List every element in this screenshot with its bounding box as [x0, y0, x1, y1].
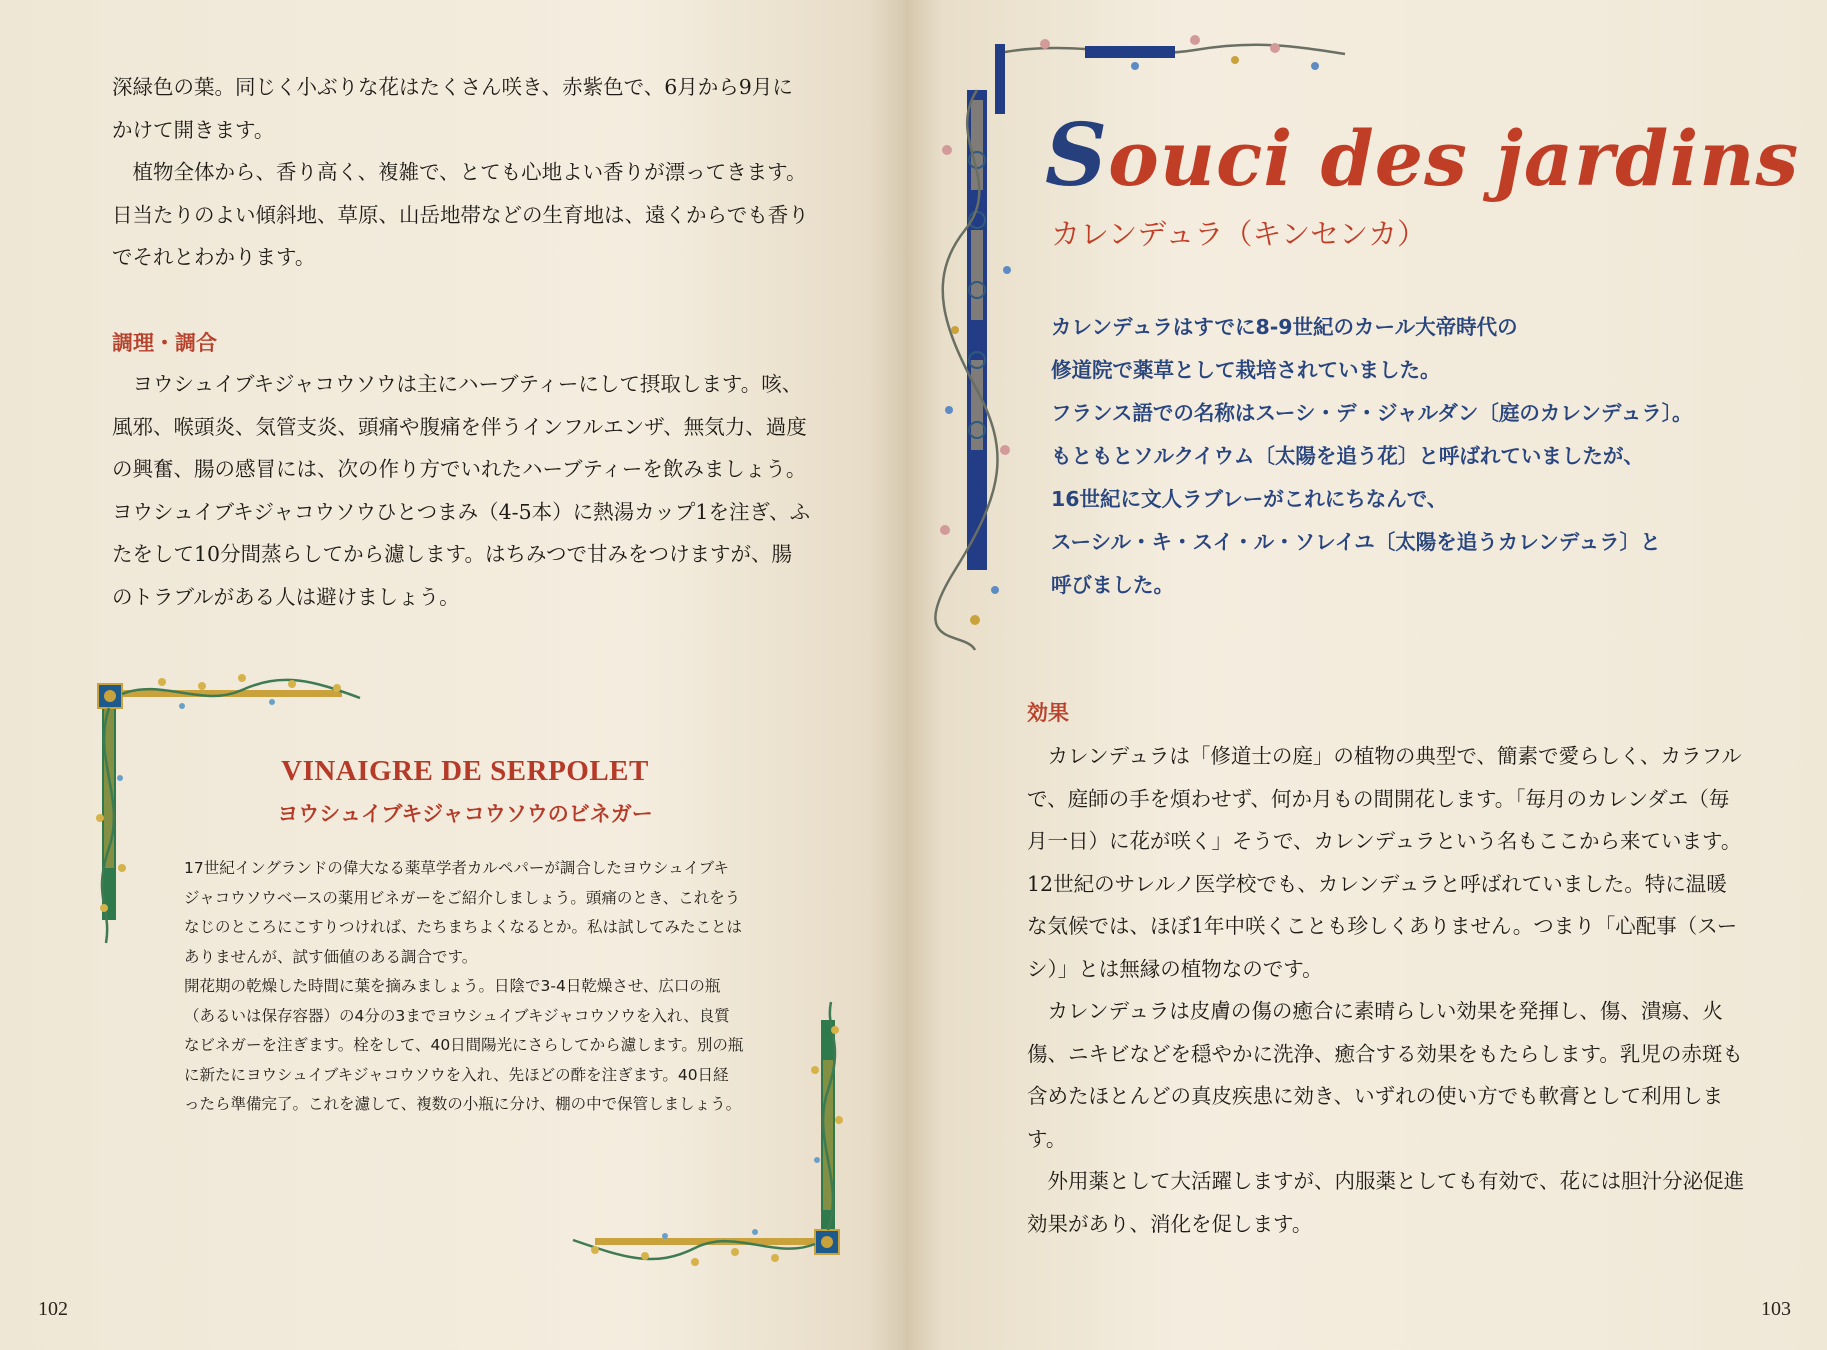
title-initial: S: [1045, 105, 1109, 206]
left-intro-text: [112, 66, 812, 279]
right-paragraph: 外用薬として大活躍しますが、内服薬としても有効で、花には胆汁分泌促進効果があり、消化を促します。: [1027, 1169, 1745, 1236]
intro-line: スーシル・キ・スイ・ル・ソレイユ〔太陽を追うカレンデュラ〕と: [1051, 530, 1661, 554]
right-page: [905, 0, 1827, 1350]
page-number-left: 102: [38, 1298, 68, 1320]
page-number-right: 103: [1761, 1298, 1791, 1320]
left-paragraph: 植物全体から、香り高く、複雑で、とても心地よい香りが漂ってきます。日当たりのよい傾斜地、草原、山岳地帯などの生育地は、遠くからでも香りでそれとわかります。: [112, 160, 809, 269]
intro-line: 16世紀に文人ラブレーがこれにちなんで、: [1051, 487, 1448, 511]
box-paragraph: 開花期の乾燥した時間に葉を摘みましょう。日陰で3-4日乾燥させ、広口の瓶（あるいは保存容器）の4分の3までヨウシュイブキジャコウソウを入れ、良質なビネガーを注ぎます。栓をして、40日間陽光にさらしてから濾します。別の瓶に新たにヨウシュイブキジャコウソウを入れ、先ほどの酢を注ぎます。40日経ったら準備完了。これを濾して、複数の小瓶に分け、棚の中で保管しましょう。: [184, 977, 744, 1113]
section-heading-preparation: 調理・調合: [112, 331, 217, 355]
box-title-french: VINAIGRE DE SERPOLET: [281, 755, 649, 787]
left-paragraph: 深緑色の葉。同じく小ぶりな花はたくさん咲き、赤紫色で、6月から9月にかけて開きます。: [112, 75, 793, 142]
title-rest: ouci des jardins: [1108, 114, 1800, 203]
intro-line: 呼びました。: [1051, 573, 1174, 597]
right-paragraph: カレンデュラは皮膚の傷の癒合に素晴らしい効果を発揮し、傷、潰瘍、火傷、ニキビなどを穏やかに洗浄、癒合する効果をもたらします。乳児の赤斑も含めたほとんどの真皮疾患に効き、いずれの使い方でも軟膏として利用します。: [1027, 999, 1743, 1151]
left-page: [0, 0, 905, 1350]
box-paragraph: 17世紀イングランドの偉大なる薬草学者カルペパーが調合したヨウシュイブキジャコウソウベースの薬用ビネガーをご紹介しましょう。頭痛のとき、これをうなじのところにこすりつければ、たちまちよくなるとか。私は試してみたことはありませんが、試す価値のある調合です。: [184, 859, 743, 966]
page-title: [1045, 105, 1799, 206]
section-heading-effects: 効果: [1027, 701, 1069, 725]
intro-line: フランス語での名称はスーシ・デ・ジャルダン〔庭のカレンデュラ〕。: [1051, 401, 1693, 425]
box-title-japanese: ヨウシュイブキジャコウソウのビネガー: [277, 802, 653, 826]
intro-line: カレンデュラはすでに8-9世紀のカール大帝時代の: [1051, 315, 1518, 339]
intro-text: [1051, 306, 1771, 607]
intro-line: もともとソルクイウム〔太陽を追う花〕と呼ばれていましたが、: [1051, 444, 1644, 468]
right-paragraph: カレンデュラは「修道士の庭」の植物の典型で、簡素で愛らしく、カラフルで、庭師の手を煩わせず、何か月もの間開花します。「毎月のカレンダエ（毎月一日）に花が咲く」そうで、カレンデュラという名もここから来ています。12世紀のサレルノ医学校でも、カレンデュラと呼ばれていました。特に温暖な気候では、ほぼ1年中咲くことも珍しくありません。つまり「心配事（スーシ）」とは無縁の植物なのです。: [1027, 744, 1742, 981]
recipe-text: [112, 363, 812, 618]
page-subtitle: カレンデュラ（キンセンカ）: [1051, 217, 1427, 251]
box-text: [184, 854, 744, 1120]
intro-line: 修道院で薬草として栽培されていました。: [1051, 358, 1441, 382]
left-paragraph: ヨウシュイブキジャコウソウは主にハーブティーにして摂取します。咳、風邪、喉頭炎、気管支炎、頭痛や腹痛を伴うインフルエンザ、無気力、過度の興奮、腸の感冒には、次の作り方でいれたハーブティーを飲みましょう。ヨウシュイブキジャコウソウひとつまみ（4-5本）に熱湯カップ1を注ぎ、ふたをして10分間蒸らしてから濾します。はちみつで甘みをつけますが、腸のトラブルがある人は避けましょう。: [112, 372, 811, 609]
effects-text: [1027, 735, 1747, 1245]
